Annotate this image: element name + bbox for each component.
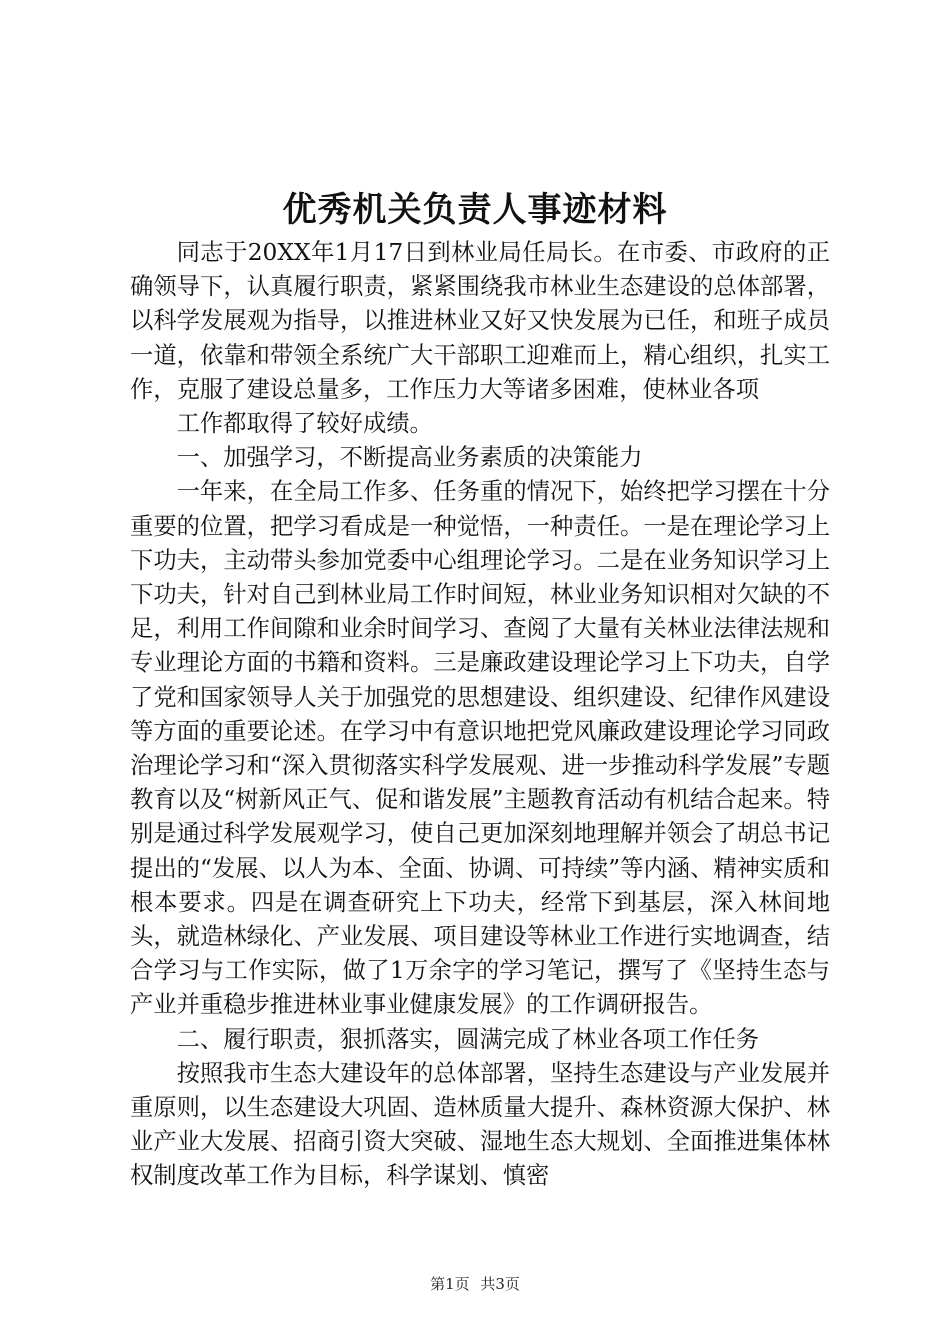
page-number: 第1页 (430, 1275, 470, 1293)
section-heading-1: 一、加强学习，不断提高业务素质的决策能力 (176, 444, 643, 472)
page-total: 共3页 (480, 1275, 520, 1293)
page-footer (0, 1274, 950, 1294)
document-title: 优秀机关负责人事迹材料 (282, 190, 668, 230)
section-heading-2: 二、履行职责，狠抓落实，圆满完成了林业各项工作任务 (176, 1025, 760, 1053)
paragraph-duties: 按照我市生态大建设年的总体部署，坚持生态建设与产业发展并重原则，以生态建设大巩固、造林质量大提升、森林资源大保护、林业产业大发展、招商引资大突破、湿地生态大规划、全面推进集体林权制度改革工作为目标，科学谋划、慎密 (130, 1059, 830, 1190)
document-body (130, 236, 830, 1194)
paragraph-intro: 同志于20XX年1月17日到林业局任局长。在市委、市政府的正确领导下，认真履行职责，紧紧围绕我市林业生态建设的总体部署，以科学发展观为指导，以推进林业又好又快发展为已任，和班子成员一道，依靠和带领全系统广大干部职工迎难而上，精心组织，扎实工作，克服了建设总量多，工作压力大等诸多困难，使林业各项 (130, 239, 830, 403)
paragraph-learning: 一年来，在全局工作多、任务重的情况下，始终把学习摆在十分重要的位置，把学习看成是一种觉悟，一种责任。一是在理论学习上下功夫，主动带头参加党委中心组理论学习。二是在业务知识学习上下功夫，针对自己到林业局工作时间短，林业业务知识相对欠缺的不足，利用工作间隙和业余时间学习、查阅了大量有关林业法律法规和专业理论方面的书籍和资料。三是廉政建设理论学习上下功夫，自学了党和国家领导人关于加强党的思想建设、组织建设、纪律作风建设等方面的重要论述。在学习中有意识地把党风廉政建设理论学习同政治理论学习和“深入贯彻落实科学发展观、进一步推动科学发展”专题教育以及“树新风正气、促和谐发展”主题教育活动有机结合起来。特别是通过科学发展观学习，使自己更加深刻地理解并领会了胡总书记提出的“发展、以人为本、全面、协调、可持续”等内涵、精神实质和根本要求。四是在调查研究上下功夫，经常下到基层，深入林间地头，就造林绿化、产业发展、项目建设等林业工作进行实地调查，结合学习与工作实际，做了1万余字的学习笔记，撰写了《坚持生态与产业并重稳步推进林业事业健康发展》的工作调研报告。 (130, 478, 830, 1019)
paragraph-intro-continued: 工作都取得了较好成绩。 (176, 410, 433, 438)
